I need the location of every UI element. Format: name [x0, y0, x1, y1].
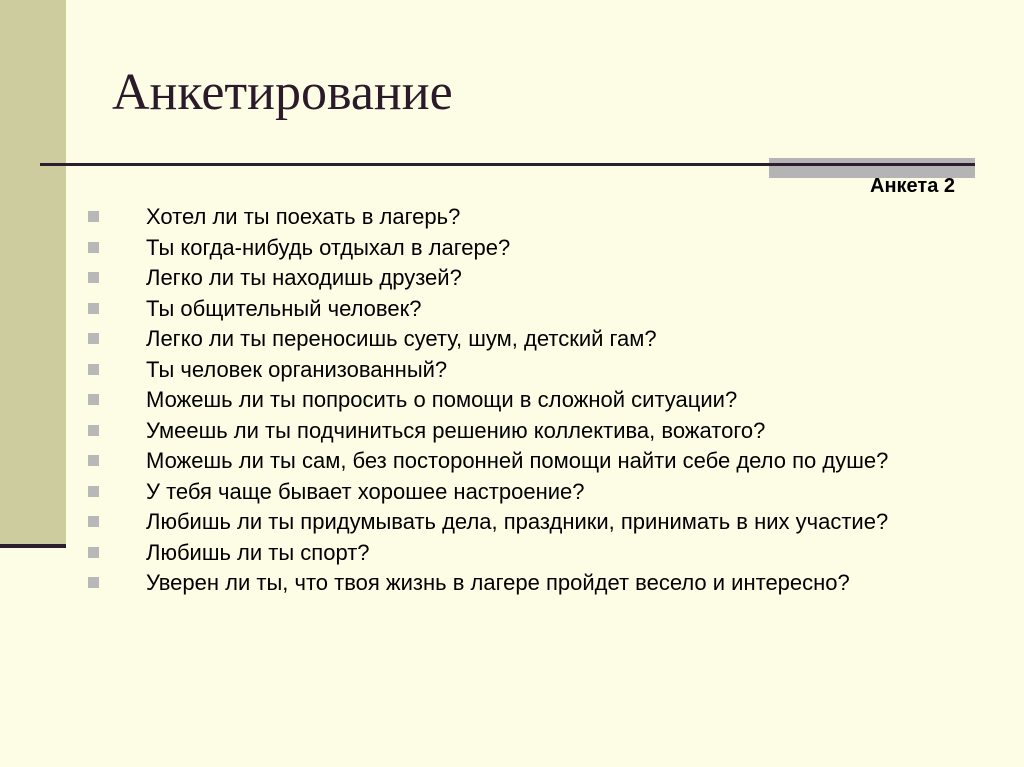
- square-bullet-icon: [88, 577, 99, 588]
- slide-title: Анкетирование: [112, 64, 453, 121]
- question-text: Уверен ли ты, что твоя жизнь в лагере пройдет весело и интересно?: [146, 570, 850, 595]
- list-item: [88, 448, 968, 473]
- square-bullet-icon: [88, 547, 99, 558]
- question-text: Ты когда-нибудь отдыхал в лагере?: [146, 234, 511, 260]
- list-item: [88, 296, 968, 321]
- square-bullet-icon: [88, 455, 99, 466]
- list-item: [88, 265, 968, 290]
- question-text: Ты общительный человек?: [146, 295, 422, 321]
- square-bullet-icon: [88, 364, 99, 375]
- question-text: Любишь ли ты спорт?: [146, 539, 370, 565]
- question-text: У тебя чаще бывает хорошее настроение?: [146, 478, 585, 504]
- question-text: Можешь ли ты сам, без посторонней помощи найти себе дело по душе?: [146, 448, 889, 473]
- question-text: Умеешь ли ты подчиниться решению коллектива, вожатого?: [146, 417, 766, 443]
- questionnaire-label: Анкета 2: [870, 175, 955, 197]
- list-item: [88, 204, 968, 229]
- list-item: [88, 387, 968, 412]
- square-bullet-icon: [88, 486, 99, 497]
- question-text: Легко ли ты переносишь суету, шум, детский гам?: [146, 326, 657, 351]
- square-bullet-icon: [88, 425, 99, 436]
- square-bullet-icon: [88, 516, 99, 527]
- list-item: [88, 570, 968, 595]
- list-item: [88, 326, 968, 351]
- list-item: [88, 235, 968, 260]
- square-bullet-icon: [88, 211, 99, 222]
- question-text: Хотел ли ты поехать в лагерь?: [146, 204, 461, 229]
- question-text: Любишь ли ты придумывать дела, праздники, принимать в них участие?: [146, 509, 889, 534]
- left-band-divider: [0, 544, 66, 548]
- question-text: Можешь ли ты попросить о помощи в сложной ситуации?: [146, 387, 738, 412]
- accent-bar-divider: [769, 163, 975, 166]
- square-bullet-icon: [88, 333, 99, 344]
- list-item: [88, 509, 968, 534]
- question-list: [88, 204, 968, 601]
- square-bullet-icon: [88, 303, 99, 314]
- left-decorative-band: [0, 0, 66, 544]
- list-item: [88, 357, 968, 382]
- square-bullet-icon: [88, 272, 99, 283]
- list-item: [88, 479, 968, 504]
- question-text: Ты человек организованный?: [146, 356, 448, 382]
- square-bullet-icon: [88, 242, 99, 253]
- question-text: Легко ли ты находишь друзей?: [146, 265, 462, 290]
- list-item: [88, 418, 968, 443]
- list-item: [88, 540, 968, 565]
- square-bullet-icon: [88, 394, 99, 405]
